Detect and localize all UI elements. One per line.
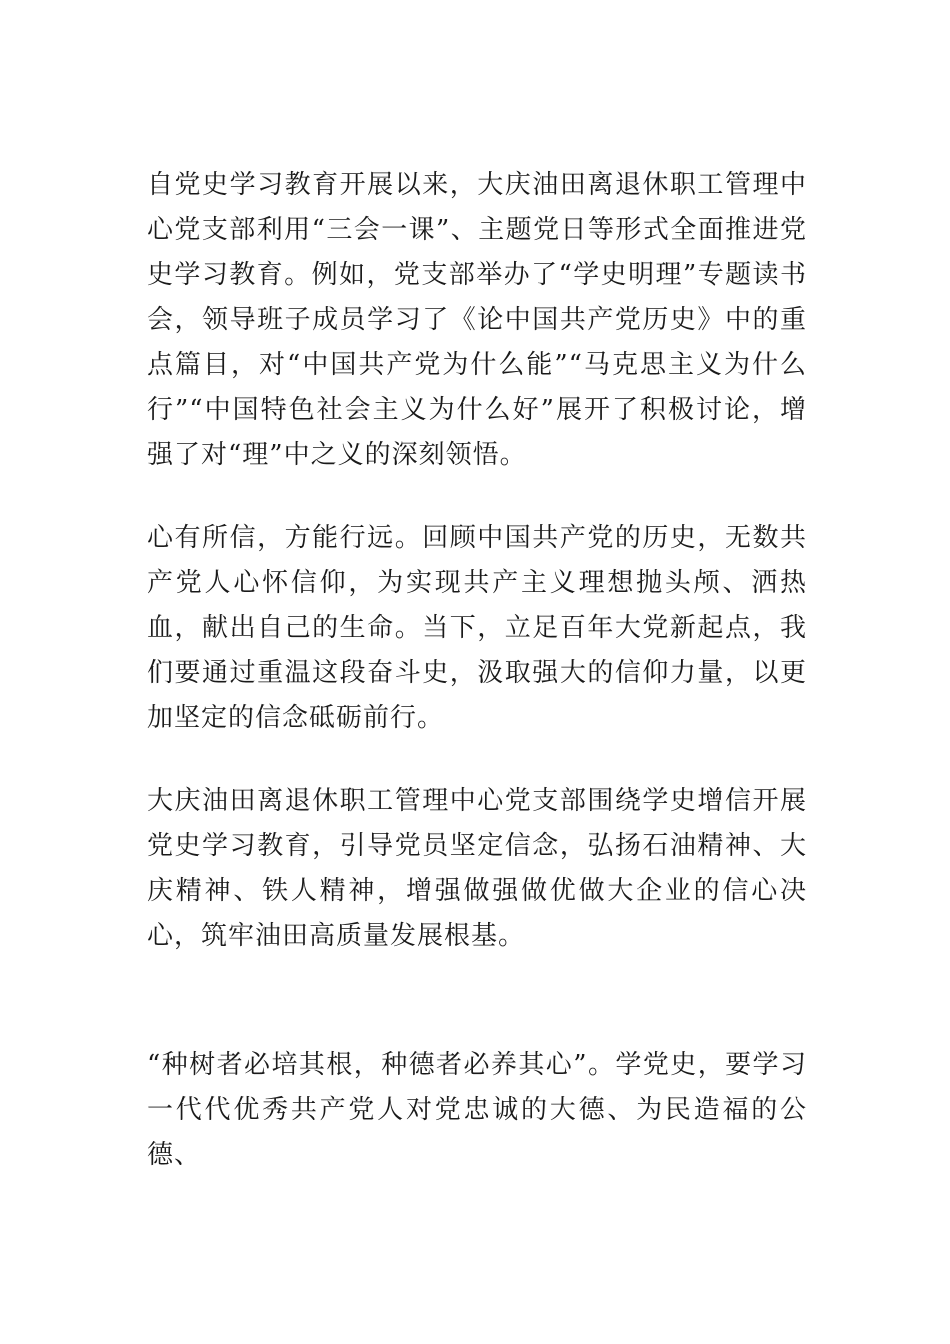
paragraph-2: 心有所信，方能行远。回顾中国共产党的历史，无数共产党人心怀信仰，为实现共产主义理想抛头颅、洒热血，献出自己的生命。当下，立足百年大党新起点，我们要通过重温这段奋斗史，汲取强大的信仰力量，以更加坚定的信念砥砺前行。 (147, 523, 807, 733)
paragraph-3: 大庆油田离退休职工管理中心党支部围绕学史增信开展党史学习教育，引导党员坚定信念，弘扬石油精神、大庆精神、铁人精神，增强做强做优做大企业的信心决心，筑牢油田高质量发展根基。 (147, 786, 807, 951)
paragraph-1: 自党史学习教育开展以来，大庆油田离退休职工管理中心党支部利用“三会一课”、主题党日等形式全面推进党史学习教育。例如，党支部举办了“学史明理”专题读书会，领导班子成员学习了《论中国共产党历史》中的重点篇目，对“中国共产党为什么能”“马克思主义为什么行”“中国特色社会主义为什么好”展开了积极讨论，增强了对“理”中之义的深刻领悟。 (147, 170, 807, 470)
paragraph-4: “种树者必培其根，种德者必养其心”。学党史，要学习一代代优秀共产党人对党忠诚的大德、为民造福的公德、 (147, 1050, 807, 1170)
